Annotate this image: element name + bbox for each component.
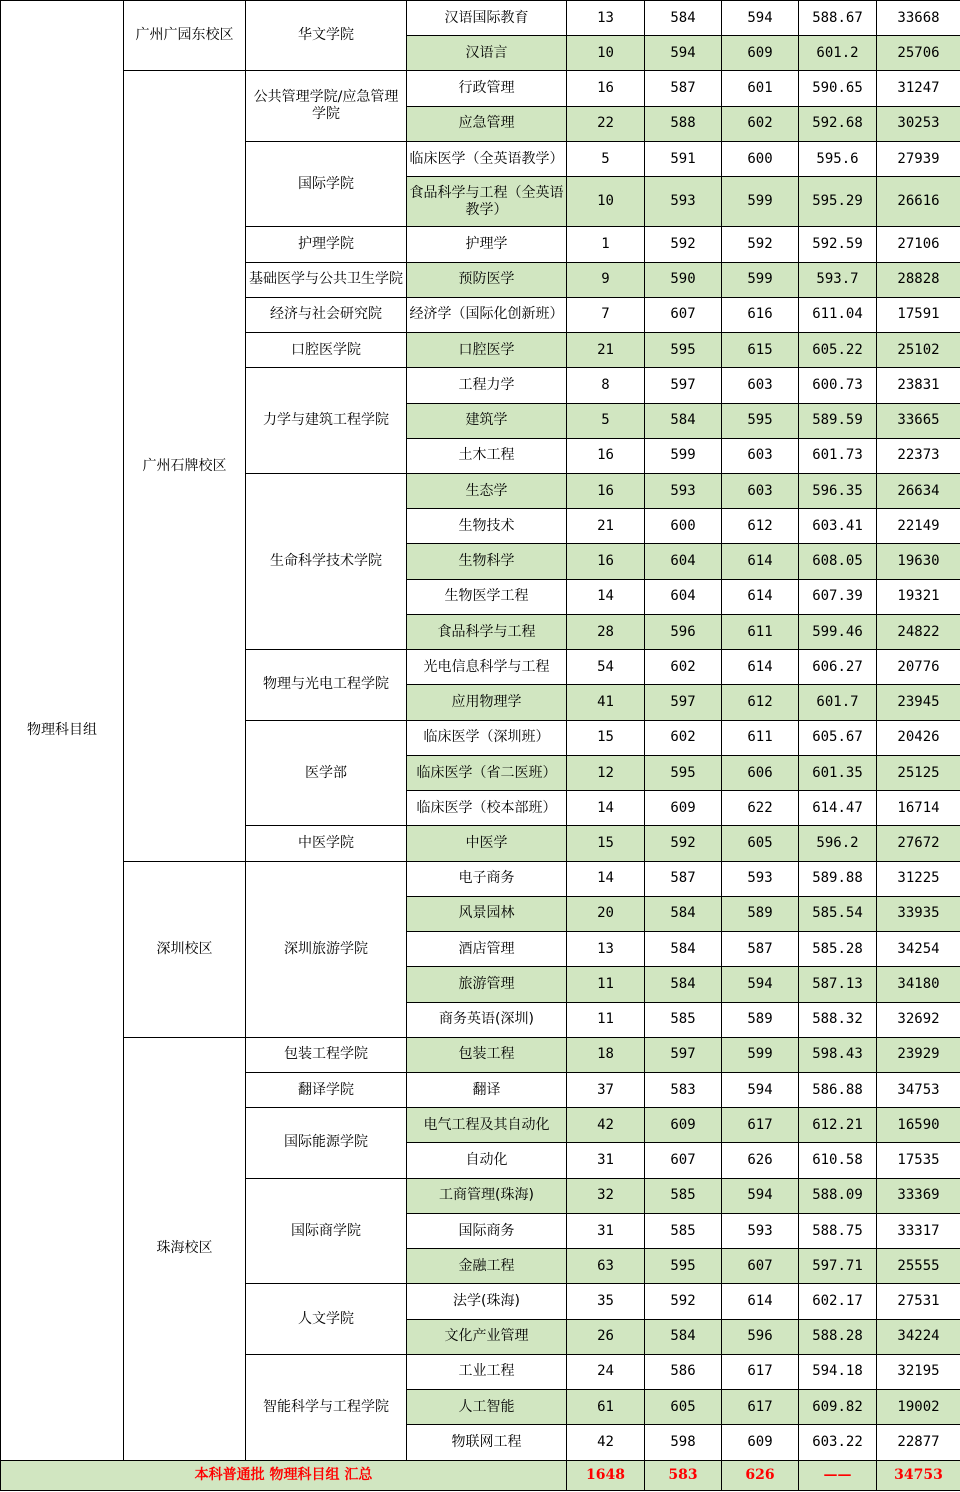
max-score-cell: 622 — [722, 791, 799, 826]
avg-score-cell: 614.47 — [799, 791, 877, 826]
major-cell: 中医学 — [407, 826, 567, 861]
min-score-cell: 602 — [645, 650, 722, 685]
min-score-cell: 595 — [645, 755, 722, 790]
major-cell: 建筑学 — [407, 403, 567, 438]
min-score-cell: 585 — [645, 1213, 722, 1248]
plan-count-cell: 5 — [567, 141, 645, 176]
major-cell: 电子商务 — [407, 861, 567, 896]
min-score-cell: 584 — [645, 932, 722, 967]
plan-count-cell: 42 — [567, 1108, 645, 1143]
plan-count-cell: 15 — [567, 720, 645, 755]
min-score-cell: 584 — [645, 403, 722, 438]
avg-score-cell: 601.73 — [799, 438, 877, 473]
avg-score-cell: 589.59 — [799, 403, 877, 438]
major-cell: 临床医学（省二医班） — [407, 755, 567, 790]
table-row — [1, 1037, 960, 1072]
min-score-cell: 602 — [645, 720, 722, 755]
plan-count-cell: 21 — [567, 333, 645, 368]
major-cell: 法学(珠海) — [407, 1284, 567, 1319]
major-cell: 国际商务 — [407, 1213, 567, 1248]
college-cell: 医学部 — [246, 720, 407, 826]
min-rank-cell: 32195 — [877, 1354, 960, 1389]
major-cell: 应用物理学 — [407, 685, 567, 720]
plan-count-cell: 41 — [567, 685, 645, 720]
avg-score-cell: 592.68 — [799, 106, 877, 141]
plan-count-cell: 31 — [567, 1143, 645, 1178]
max-score-cell: 602 — [722, 106, 799, 141]
plan-count-cell: 8 — [567, 368, 645, 403]
major-cell: 风景园林 — [407, 896, 567, 931]
min-rank-cell: 20426 — [877, 720, 960, 755]
min-rank-cell: 32692 — [877, 1002, 960, 1037]
max-score-cell: 609 — [722, 36, 799, 71]
avg-score-cell: 609.82 — [799, 1390, 877, 1425]
min-score-cell: 590 — [645, 262, 722, 297]
major-cell: 酒店管理 — [407, 932, 567, 967]
min-rank-cell: 16714 — [877, 791, 960, 826]
min-score-cell: 604 — [645, 579, 722, 614]
major-cell: 临床医学（全英语教学） — [407, 141, 567, 176]
avg-score-cell: 608.05 — [799, 544, 877, 579]
min-score-cell: 607 — [645, 1143, 722, 1178]
max-score-cell: 607 — [722, 1249, 799, 1284]
min-score-cell: 586 — [645, 1354, 722, 1389]
major-cell: 工程力学 — [407, 368, 567, 403]
college-cell: 中医学院 — [246, 826, 407, 861]
min-rank-cell: 26634 — [877, 474, 960, 509]
subject-group-cell: 物理科目组 — [1, 1, 124, 1461]
min-rank-cell: 16590 — [877, 1108, 960, 1143]
college-cell: 华文学院 — [246, 1, 407, 71]
plan-count-cell: 16 — [567, 474, 645, 509]
avg-score-cell: 588.09 — [799, 1178, 877, 1213]
avg-score-cell: 603.22 — [799, 1425, 877, 1460]
max-score-cell: 612 — [722, 509, 799, 544]
summary-min-rank: 34753 — [877, 1460, 960, 1490]
avg-score-cell: 596.2 — [799, 826, 877, 861]
avg-score-cell: 586.88 — [799, 1073, 877, 1108]
max-score-cell: 617 — [722, 1354, 799, 1389]
min-score-cell: 583 — [645, 1073, 722, 1108]
plan-count-cell: 16 — [567, 544, 645, 579]
min-rank-cell: 20776 — [877, 650, 960, 685]
college-cell: 经济与社会研究院 — [246, 297, 407, 332]
plan-count-cell: 20 — [567, 896, 645, 931]
major-cell: 物联网工程 — [407, 1425, 567, 1460]
max-score-cell: 594 — [722, 967, 799, 1002]
plan-count-cell: 28 — [567, 614, 645, 649]
min-score-cell: 595 — [645, 1249, 722, 1284]
plan-count-cell: 54 — [567, 650, 645, 685]
plan-count-cell: 10 — [567, 36, 645, 71]
min-rank-cell: 30253 — [877, 106, 960, 141]
summary-max-score: 626 — [722, 1460, 799, 1490]
avg-score-cell: 589.88 — [799, 861, 877, 896]
avg-score-cell: 590.65 — [799, 71, 877, 106]
avg-score-cell: 612.21 — [799, 1108, 877, 1143]
college-cell: 人文学院 — [246, 1284, 407, 1354]
min-rank-cell: 33665 — [877, 403, 960, 438]
min-score-cell: 585 — [645, 1178, 722, 1213]
avg-score-cell: 603.41 — [799, 509, 877, 544]
college-cell: 深圳旅游学院 — [246, 861, 407, 1037]
min-score-cell: 587 — [645, 71, 722, 106]
min-score-cell: 584 — [645, 1, 722, 36]
min-rank-cell: 33317 — [877, 1213, 960, 1248]
min-rank-cell: 19002 — [877, 1390, 960, 1425]
avg-score-cell: 602.17 — [799, 1284, 877, 1319]
avg-score-cell: 598.43 — [799, 1037, 877, 1072]
max-score-cell: 599 — [722, 177, 799, 227]
major-cell: 人工智能 — [407, 1390, 567, 1425]
plan-count-cell: 13 — [567, 932, 645, 967]
major-cell: 生态学 — [407, 474, 567, 509]
college-cell: 护理学院 — [246, 227, 407, 262]
plan-count-cell: 9 — [567, 262, 645, 297]
min-score-cell: 597 — [645, 368, 722, 403]
major-cell: 汉语言 — [407, 36, 567, 71]
major-cell: 生物医学工程 — [407, 579, 567, 614]
min-score-cell: 599 — [645, 438, 722, 473]
min-score-cell: 607 — [645, 297, 722, 332]
table-row — [1, 1, 960, 36]
campus-cell: 深圳校区 — [124, 861, 246, 1037]
min-score-cell: 591 — [645, 141, 722, 176]
avg-score-cell: 605.67 — [799, 720, 877, 755]
max-score-cell: 614 — [722, 544, 799, 579]
min-rank-cell: 34753 — [877, 1073, 960, 1108]
avg-score-cell: 595.29 — [799, 177, 877, 227]
min-rank-cell: 17535 — [877, 1143, 960, 1178]
min-rank-cell: 31225 — [877, 861, 960, 896]
plan-count-cell: 7 — [567, 297, 645, 332]
major-cell: 包装工程 — [407, 1037, 567, 1072]
summary-avg-score: —— — [799, 1460, 877, 1490]
avg-score-cell: 585.28 — [799, 932, 877, 967]
min-score-cell: 597 — [645, 685, 722, 720]
min-score-cell: 592 — [645, 826, 722, 861]
min-rank-cell: 19321 — [877, 579, 960, 614]
major-cell: 临床医学（深圳班） — [407, 720, 567, 755]
max-score-cell: 611 — [722, 614, 799, 649]
major-cell: 临床医学（校本部班） — [407, 791, 567, 826]
major-cell: 自动化 — [407, 1143, 567, 1178]
college-cell: 包装工程学院 — [246, 1037, 407, 1072]
summary-label: 本科普通批 物理科目组 汇总 — [1, 1460, 567, 1490]
max-score-cell: 593 — [722, 861, 799, 896]
summary-row — [1, 1460, 960, 1490]
min-rank-cell: 23945 — [877, 685, 960, 720]
max-score-cell: 595 — [722, 403, 799, 438]
min-score-cell: 584 — [645, 1319, 722, 1354]
max-score-cell: 614 — [722, 650, 799, 685]
min-score-cell: 585 — [645, 1002, 722, 1037]
min-score-cell: 605 — [645, 1390, 722, 1425]
plan-count-cell: 11 — [567, 967, 645, 1002]
major-cell: 工商管理(珠海) — [407, 1178, 567, 1213]
min-rank-cell: 19630 — [877, 544, 960, 579]
major-cell: 应急管理 — [407, 106, 567, 141]
plan-count-cell: 21 — [567, 509, 645, 544]
min-rank-cell: 23831 — [877, 368, 960, 403]
plan-count-cell: 35 — [567, 1284, 645, 1319]
min-rank-cell: 26616 — [877, 177, 960, 227]
avg-score-cell: 592.59 — [799, 227, 877, 262]
plan-count-cell: 14 — [567, 791, 645, 826]
max-score-cell: 594 — [722, 1, 799, 36]
avg-score-cell: 599.46 — [799, 614, 877, 649]
min-score-cell: 609 — [645, 791, 722, 826]
min-rank-cell: 27531 — [877, 1284, 960, 1319]
avg-score-cell: 606.27 — [799, 650, 877, 685]
max-score-cell: 592 — [722, 227, 799, 262]
avg-score-cell: 588.28 — [799, 1319, 877, 1354]
avg-score-cell: 587.13 — [799, 967, 877, 1002]
max-score-cell: 600 — [722, 141, 799, 176]
avg-score-cell: 601.2 — [799, 36, 877, 71]
min-rank-cell: 22373 — [877, 438, 960, 473]
avg-score-cell: 585.54 — [799, 896, 877, 931]
min-score-cell: 588 — [645, 106, 722, 141]
major-cell: 行政管理 — [407, 71, 567, 106]
min-score-cell: 609 — [645, 1108, 722, 1143]
major-cell: 金融工程 — [407, 1249, 567, 1284]
max-score-cell: 587 — [722, 932, 799, 967]
plan-count-cell: 32 — [567, 1178, 645, 1213]
plan-count-cell: 18 — [567, 1037, 645, 1072]
max-score-cell: 594 — [722, 1073, 799, 1108]
plan-count-cell: 15 — [567, 826, 645, 861]
min-rank-cell: 34254 — [877, 932, 960, 967]
plan-count-cell: 24 — [567, 1354, 645, 1389]
major-cell: 食品科学与工程 — [407, 614, 567, 649]
avg-score-cell: 588.67 — [799, 1, 877, 36]
max-score-cell: 601 — [722, 71, 799, 106]
min-rank-cell: 23929 — [877, 1037, 960, 1072]
min-rank-cell: 34180 — [877, 967, 960, 1002]
min-rank-cell: 27106 — [877, 227, 960, 262]
max-score-cell: 594 — [722, 1178, 799, 1213]
min-score-cell: 587 — [645, 861, 722, 896]
major-cell: 食品科学与工程（全英语教学） — [407, 177, 567, 227]
major-cell: 护理学 — [407, 227, 567, 262]
max-score-cell: 589 — [722, 1002, 799, 1037]
avg-score-cell: 601.7 — [799, 685, 877, 720]
major-cell: 光电信息科学与工程 — [407, 650, 567, 685]
major-cell: 工业工程 — [407, 1354, 567, 1389]
max-score-cell: 603 — [722, 438, 799, 473]
plan-count-cell: 16 — [567, 438, 645, 473]
college-cell: 生命科学技术学院 — [246, 474, 407, 650]
max-score-cell: 612 — [722, 685, 799, 720]
major-cell: 汉语国际教育 — [407, 1, 567, 36]
avg-score-cell: 596.35 — [799, 474, 877, 509]
plan-count-cell: 12 — [567, 755, 645, 790]
min-score-cell: 595 — [645, 333, 722, 368]
plan-count-cell: 63 — [567, 1249, 645, 1284]
max-score-cell: 615 — [722, 333, 799, 368]
avg-score-cell: 605.22 — [799, 333, 877, 368]
plan-count-cell: 61 — [567, 1390, 645, 1425]
min-rank-cell: 22877 — [877, 1425, 960, 1460]
college-cell: 国际商学院 — [246, 1178, 407, 1284]
college-cell: 力学与建筑工程学院 — [246, 368, 407, 474]
max-score-cell: 617 — [722, 1390, 799, 1425]
min-score-cell: 597 — [645, 1037, 722, 1072]
min-rank-cell: 17591 — [877, 297, 960, 332]
min-rank-cell: 31247 — [877, 71, 960, 106]
min-score-cell: 594 — [645, 36, 722, 71]
min-rank-cell: 33935 — [877, 896, 960, 931]
min-score-cell: 584 — [645, 967, 722, 1002]
plan-count-cell: 26 — [567, 1319, 645, 1354]
college-cell: 公共管理学院/应急管理学院 — [246, 71, 407, 141]
major-cell: 口腔医学 — [407, 333, 567, 368]
min-rank-cell: 33668 — [877, 1, 960, 36]
college-cell: 口腔医学院 — [246, 333, 407, 368]
max-score-cell: 611 — [722, 720, 799, 755]
summary-plan-count: 1648 — [567, 1460, 645, 1490]
major-cell: 商务英语(深圳) — [407, 1002, 567, 1037]
min-score-cell: 592 — [645, 1284, 722, 1319]
plan-count-cell: 5 — [567, 403, 645, 438]
max-score-cell: 605 — [722, 826, 799, 861]
avg-score-cell: 600.73 — [799, 368, 877, 403]
plan-count-cell: 42 — [567, 1425, 645, 1460]
min-rank-cell: 25125 — [877, 755, 960, 790]
avg-score-cell: 593.7 — [799, 262, 877, 297]
avg-score-cell: 607.39 — [799, 579, 877, 614]
table-body — [1, 1, 960, 1491]
min-score-cell: 600 — [645, 509, 722, 544]
major-cell: 土木工程 — [407, 438, 567, 473]
plan-count-cell: 11 — [567, 1002, 645, 1037]
major-cell: 预防医学 — [407, 262, 567, 297]
max-score-cell: 614 — [722, 579, 799, 614]
major-cell: 文化产业管理 — [407, 1319, 567, 1354]
min-score-cell: 604 — [645, 544, 722, 579]
min-score-cell: 592 — [645, 227, 722, 262]
avg-score-cell: 610.58 — [799, 1143, 877, 1178]
major-cell: 翻译 — [407, 1073, 567, 1108]
major-cell: 经济学（国际化创新班） — [407, 297, 567, 332]
min-score-cell: 596 — [645, 614, 722, 649]
table-row — [1, 71, 960, 106]
plan-count-cell: 14 — [567, 861, 645, 896]
college-cell: 智能科学与工程学院 — [246, 1354, 407, 1460]
max-score-cell: 589 — [722, 896, 799, 931]
college-cell: 基础医学与公共卫生学院 — [246, 262, 407, 297]
max-score-cell: 606 — [722, 755, 799, 790]
avg-score-cell: 594.18 — [799, 1354, 877, 1389]
plan-count-cell: 1 — [567, 227, 645, 262]
campus-cell: 广州石牌校区 — [124, 71, 246, 861]
plan-count-cell: 14 — [567, 579, 645, 614]
major-cell: 生物科学 — [407, 544, 567, 579]
avg-score-cell: 597.71 — [799, 1249, 877, 1284]
min-rank-cell: 22149 — [877, 509, 960, 544]
college-cell: 翻译学院 — [246, 1073, 407, 1108]
college-cell: 国际能源学院 — [246, 1108, 407, 1178]
min-score-cell: 598 — [645, 1425, 722, 1460]
max-score-cell: 599 — [722, 1037, 799, 1072]
max-score-cell: 617 — [722, 1108, 799, 1143]
avg-score-cell: 601.35 — [799, 755, 877, 790]
max-score-cell: 596 — [722, 1319, 799, 1354]
max-score-cell: 603 — [722, 474, 799, 509]
max-score-cell: 603 — [722, 368, 799, 403]
max-score-cell: 609 — [722, 1425, 799, 1460]
table-row — [1, 861, 960, 896]
plan-count-cell: 31 — [567, 1213, 645, 1248]
plan-count-cell: 37 — [567, 1073, 645, 1108]
avg-score-cell: 588.75 — [799, 1213, 877, 1248]
min-rank-cell: 24822 — [877, 614, 960, 649]
min-score-cell: 593 — [645, 474, 722, 509]
max-score-cell: 616 — [722, 297, 799, 332]
summary-min-score: 583 — [645, 1460, 722, 1490]
min-score-cell: 593 — [645, 177, 722, 227]
min-rank-cell: 25555 — [877, 1249, 960, 1284]
plan-count-cell: 16 — [567, 71, 645, 106]
campus-cell: 珠海校区 — [124, 1037, 246, 1460]
max-score-cell: 599 — [722, 262, 799, 297]
max-score-cell: 614 — [722, 1284, 799, 1319]
plan-count-cell: 13 — [567, 1, 645, 36]
min-rank-cell: 34224 — [877, 1319, 960, 1354]
max-score-cell: 593 — [722, 1213, 799, 1248]
max-score-cell: 626 — [722, 1143, 799, 1178]
college-cell: 国际学院 — [246, 141, 407, 226]
major-cell: 旅游管理 — [407, 967, 567, 1002]
min-rank-cell: 27672 — [877, 826, 960, 861]
college-cell: 物理与光电工程学院 — [246, 650, 407, 720]
plan-count-cell: 22 — [567, 106, 645, 141]
min-rank-cell: 33369 — [877, 1178, 960, 1213]
avg-score-cell: 611.04 — [799, 297, 877, 332]
major-cell: 生物技术 — [407, 509, 567, 544]
min-rank-cell: 25102 — [877, 333, 960, 368]
plan-count-cell: 10 — [567, 177, 645, 227]
avg-score-cell: 595.6 — [799, 141, 877, 176]
major-cell: 电气工程及其自动化 — [407, 1108, 567, 1143]
min-rank-cell: 27939 — [877, 141, 960, 176]
min-rank-cell: 28828 — [877, 262, 960, 297]
campus-cell: 广州广园东校区 — [124, 1, 246, 71]
min-rank-cell: 25706 — [877, 36, 960, 71]
min-score-cell: 584 — [645, 896, 722, 931]
avg-score-cell: 588.32 — [799, 1002, 877, 1037]
